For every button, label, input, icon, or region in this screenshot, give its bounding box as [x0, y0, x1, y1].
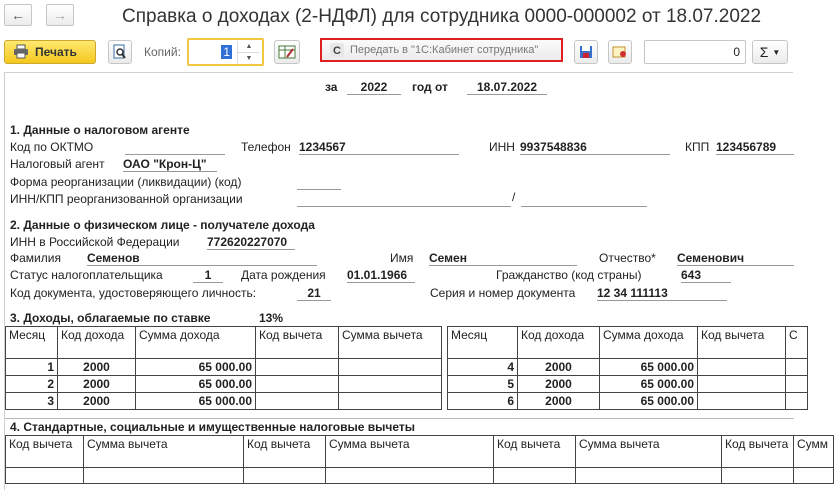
person-inn-label: ИНН в Российской Федерации: [10, 235, 180, 249]
reorg-label: Форма реорганизации (ликвидации) (код): [10, 175, 242, 189]
table-header-row: [6, 327, 442, 359]
spin-up-icon[interactable]: ▲: [237, 41, 260, 53]
kpp-value: 123456789: [716, 140, 794, 155]
cell-month: 4: [448, 359, 518, 376]
cell-code: 2000: [58, 359, 136, 376]
section4-title: 4. Стандартные, социальные и имущественные налоговые вычеты: [10, 420, 415, 434]
cell-ded-code: [698, 393, 786, 410]
cell-ded-code: [256, 376, 339, 393]
cell-sum: 65 000.00: [136, 376, 256, 393]
citizen-label: Гражданство (код страны): [496, 268, 642, 282]
send-to-cabinet-button[interactable]: [320, 38, 563, 62]
inn-agent-label: ИНН: [489, 140, 515, 154]
sigma-icon: Σ: [759, 44, 769, 60]
oktmo-label: Код по ОКТМО: [10, 140, 94, 154]
print-label: Печать: [35, 45, 77, 59]
citizen-value: 643: [681, 268, 731, 283]
section-divider: [5, 418, 794, 419]
arrow-left-icon: ←: [11, 7, 25, 23]
reorg-slash: /: [512, 190, 516, 204]
table-row: [448, 393, 808, 410]
income-table-right: [447, 326, 808, 410]
cell-sum: 65 000.00: [600, 376, 698, 393]
surname-value: Семенов: [87, 251, 317, 266]
cell-ded-code: [256, 359, 339, 376]
col-deduction-code: Код вычета: [494, 436, 576, 468]
sum-field[interactable]: 0: [644, 40, 746, 64]
arrow-right-icon: →: [53, 7, 67, 23]
name-label: Имя: [390, 251, 414, 265]
col-deduction-code: Код вычета: [244, 436, 326, 468]
chevron-down-icon: ▼: [772, 47, 781, 57]
preview-button[interactable]: [108, 40, 132, 64]
col-income-sum: Сумма дохода: [600, 327, 698, 359]
header-year: 2022: [347, 80, 401, 95]
cell-sum: 65 000.00: [600, 359, 698, 376]
reorg-value: [297, 175, 341, 190]
save-icon: [579, 45, 593, 59]
cell-ded-sum: [339, 393, 442, 410]
inn-agent-value: 9937548836: [520, 140, 670, 155]
patronymic-label: Отчество*: [599, 251, 656, 265]
cell-code: 2000: [518, 376, 600, 393]
cell-ded-sum: [786, 393, 808, 410]
cell-month: 3: [6, 393, 58, 410]
cell-month: 2: [6, 376, 58, 393]
back-button[interactable]: [4, 4, 32, 26]
col-deduction-code: Код вычета: [6, 436, 84, 468]
window-title: Справка о доходах (2-НДФЛ) для сотрудника 0000-000002 от 18.07.2022: [122, 6, 762, 27]
col-income-code: Код дохода: [58, 327, 136, 359]
phone-value: 1234567: [299, 140, 459, 155]
income-table-left: [5, 326, 442, 410]
doc-num-value: 12 34 111113: [597, 286, 727, 301]
table-row: [448, 359, 808, 376]
deductions-table: [5, 435, 834, 484]
print-button[interactable]: [4, 40, 96, 64]
cell-ded-code: [256, 393, 339, 410]
section2-title: 2. Данные о физическом лице - получателе дохода: [10, 218, 315, 232]
col-deduction-sum: Сумма вычета: [576, 436, 722, 468]
cell-code: 2000: [518, 359, 600, 376]
cell-code: 2000: [58, 393, 136, 410]
cell-sum: 65 000.00: [136, 359, 256, 376]
doc-num-label: Серия и номер документа: [430, 286, 576, 300]
birth-label: Дата рождения: [241, 268, 326, 282]
cell-ded-code: [698, 359, 786, 376]
sign-icon: [612, 45, 628, 59]
preview-icon: [113, 44, 127, 60]
col-income-code: Код дохода: [518, 327, 600, 359]
phone-label: Телефон: [241, 140, 291, 154]
surname-label: Фамилия: [10, 251, 61, 265]
send-label: Передать в "1С:Кабинет сотрудника": [350, 44, 539, 56]
birth-value: 01.01.1966: [347, 268, 415, 283]
table-header-row: [6, 436, 834, 468]
header-date: 18.07.2022: [467, 80, 547, 95]
cell-sum: 65 000.00: [600, 393, 698, 410]
cell-code: 2000: [58, 376, 136, 393]
svg-text:С: С: [333, 45, 341, 57]
section1-title: 1. Данные о налоговом агенте: [10, 123, 190, 137]
col-deduction-code: Код вычета: [722, 436, 794, 468]
cell-month: 5: [448, 376, 518, 393]
col-month: Месяц: [448, 327, 518, 359]
table-row: [6, 468, 834, 484]
cell-sum: 65 000.00: [136, 393, 256, 410]
copies-value: 1: [223, 45, 230, 59]
header-god-ot: год от: [412, 80, 448, 94]
cell-ded-sum: [786, 359, 808, 376]
doc-code-value: 21: [297, 286, 331, 301]
cell-ded-sum: [339, 359, 442, 376]
cabinet-logo-icon: [330, 43, 344, 57]
cell-month: 6: [448, 393, 518, 410]
cell-month: 1: [6, 359, 58, 376]
patronymic-value: Семенович: [677, 251, 794, 266]
col-deduction-sum-truncated: Сумм: [794, 436, 834, 468]
name-value: Семен: [429, 251, 577, 266]
reorg-innkpp-label: ИНН/КПП реорганизованной организации: [10, 192, 243, 206]
col-deduction-sum: Сумма вычета: [326, 436, 494, 468]
agent-label: Налоговый агент: [10, 157, 105, 171]
settings-table-icon: [278, 45, 296, 59]
table-row: [6, 359, 442, 376]
kpp-label: КПП: [685, 140, 710, 154]
table-row: [6, 376, 442, 393]
doc-code-label: Код документа, удостоверяющего личность:: [10, 286, 257, 300]
col-deduction-sum: Сумма вычета: [84, 436, 244, 468]
document-area[interactable]: [4, 72, 829, 490]
cell-ded-code: [698, 376, 786, 393]
sigma-button[interactable]: [752, 40, 788, 64]
col-deduction-code: Код вычета: [256, 327, 339, 359]
copies-input[interactable]: [187, 38, 264, 66]
section3-title: 3. Доходы, облагаемые по ставке: [10, 311, 211, 325]
oktmo-value: [125, 140, 225, 155]
col-month: Месяц: [6, 327, 58, 359]
copies-label: Копий:: [144, 45, 181, 59]
save-button[interactable]: [574, 40, 598, 64]
col-income-sum: Сумма дохода: [136, 327, 256, 359]
table-settings-button[interactable]: [274, 40, 300, 64]
header-za: за: [325, 80, 338, 94]
cell-ded-sum: [786, 376, 808, 393]
col-deduction-sum-truncated: С: [786, 327, 808, 359]
cell-code: 2000: [518, 393, 600, 410]
forward-button[interactable]: [46, 4, 74, 26]
agent-value: ОАО "Крон-Ц": [123, 157, 217, 172]
col-deduction-code: Код вычета: [698, 327, 786, 359]
reorg-inn-value: [297, 192, 511, 207]
sign-button[interactable]: [608, 40, 632, 64]
table-header-row: [448, 327, 808, 359]
cell-ded-sum: [339, 376, 442, 393]
col-deduction-sum: Сумма вычета: [339, 327, 442, 359]
reorg-kpp-value: [521, 192, 647, 207]
status-label: Статус налогоплательщика: [10, 268, 163, 282]
table-row: [6, 393, 442, 410]
person-inn-value: 772620227070: [207, 235, 295, 250]
table-row: [448, 376, 808, 393]
rate-value: 13%: [259, 311, 284, 325]
status-value: 1: [193, 268, 223, 283]
printer-icon: [13, 45, 29, 59]
spin-down-icon[interactable]: ▼: [237, 53, 260, 64]
